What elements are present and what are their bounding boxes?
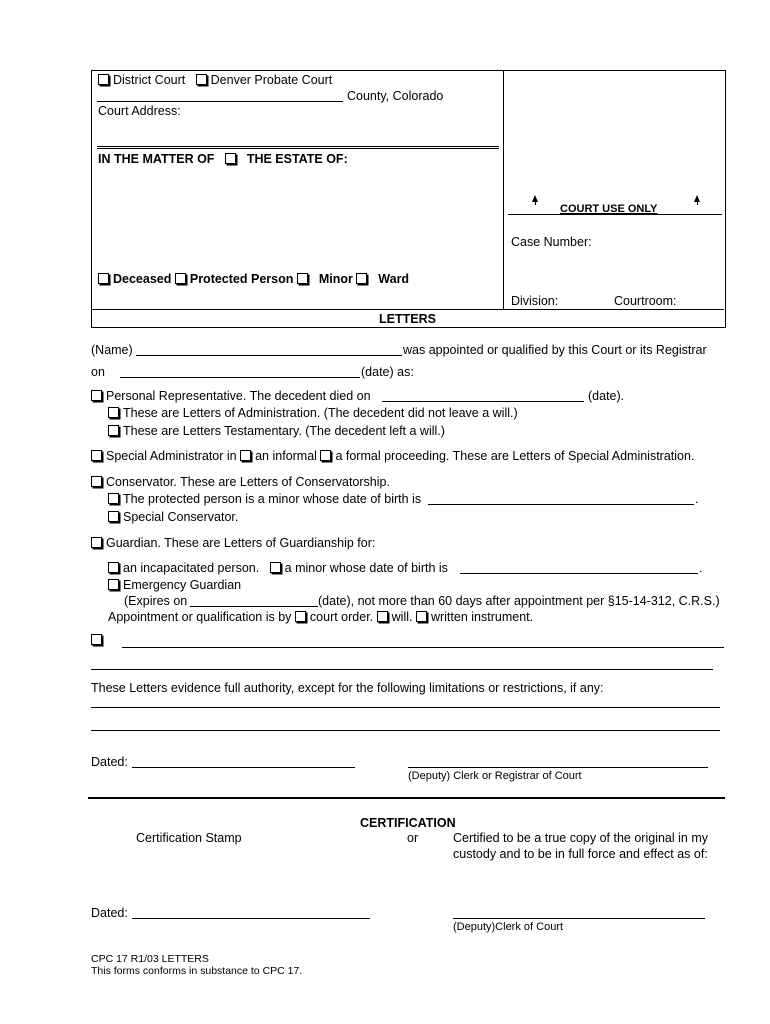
or-label: or [407,831,419,845]
protected-minor-text: The protected person is a minor whose date of birth is [123,492,422,506]
ward-label: Ward [378,272,410,286]
caption-title-rule [91,309,724,310]
protected-minor-checkbox[interactable] [108,493,119,504]
courtroom-label: Courtroom: [614,294,677,308]
pr-date-label: (date). [588,389,625,403]
minor-checkbox[interactable] [297,273,308,284]
written-instrument-text: written instrument. [430,610,534,624]
court-address-label: Court Address: [98,104,181,118]
certification-title: CERTIFICATION [360,816,456,830]
certification-stamp-label: Certification Stamp [136,831,242,845]
conservator-text: Conservator. These are Letters of Conservatorship. [106,475,390,489]
court-type-row [98,73,332,88]
limitations-blank-1[interactable] [91,707,720,708]
appointment-date-blank[interactable] [120,377,360,378]
other-row [91,633,106,648]
court-order-checkbox[interactable] [295,611,306,622]
dated-blank-1[interactable] [132,767,355,768]
in-the-matter-label: IN THE MATTER OF [98,152,215,166]
appointment-by-row [108,610,533,625]
certified-line-2: custody and to be in full force and effect as of: [453,847,708,861]
letters-admin-row [108,406,518,421]
guardian-checkbox[interactable] [91,537,102,548]
full-authority-text: These Letters evidence full authority, except for the following limitations or restrictions, if any: [91,681,604,695]
incapacitated-row [108,561,448,576]
appointment-by-text: Appointment or qualification is by [108,610,292,624]
denver-probate-checkbox[interactable] [196,74,207,85]
minor-dob-text: a minor whose date of birth is [284,561,448,575]
form-code: CPC 17 R1/03 LETTERS [91,953,209,965]
emergency-guardian-checkbox[interactable] [108,579,119,590]
name-blank[interactable] [136,355,402,356]
guardian-row [91,536,375,551]
other-blank-1[interactable] [122,647,724,648]
caption-divider [503,70,504,309]
deceased-checkbox[interactable] [98,273,109,284]
special-admin-row [91,449,694,464]
incapacitated-text: an incapacitated person. [123,561,260,575]
date-as-label: (date) as: [361,365,414,379]
deceased-label: Deceased [113,272,172,286]
dated-blank-2[interactable] [132,918,370,919]
expires-date-blank[interactable] [190,606,318,607]
ward-checkbox[interactable] [356,273,367,284]
estate-checkbox[interactable] [225,153,236,164]
will-checkbox[interactable] [377,611,388,622]
informal-checkbox[interactable] [240,450,251,461]
pr-row [91,389,371,404]
section-separator [88,797,725,799]
formal-checkbox[interactable] [320,450,331,461]
formal-text: a formal proceeding. These are Letters of Special Administration. [335,449,695,463]
on-label: on [91,365,105,379]
emergency-guardian-text: Emergency Guardian [123,578,242,592]
expires-rest-text: (date), not more than 60 days after appointment per §15-14-312, C.R.S.) [318,594,720,608]
guardian-text: Guardian. These are Letters of Guardianship for: [106,536,376,550]
district-court-checkbox[interactable] [98,74,109,85]
protected-person-label: Protected Person [189,272,294,286]
estate-of-label: THE ESTATE OF: [246,152,348,166]
court-address-rule[interactable] [97,146,499,147]
name-label: (Name) [91,343,133,357]
period-1: . [695,492,699,506]
letters-test-row [108,424,445,439]
court-use-only-label: COURT USE ONLY [560,203,658,215]
protected-minor-row [108,492,421,507]
informal-text: an informal [255,449,317,463]
minor-dob-checkbox[interactable] [270,562,281,573]
clerk-registrar-label: (Deputy) Clerk or Registrar of Court [408,770,582,782]
conservator-row [91,475,390,490]
will-text: will. [391,610,413,624]
arrow-up-left-icon [532,195,538,202]
expires-on-label: (Expires on [124,594,188,608]
matter-row [98,152,348,167]
caption-box [91,70,726,328]
special-conservator-row [108,510,238,525]
deputy-clerk-signature-line[interactable] [453,918,705,919]
written-instrument-checkbox[interactable] [416,611,427,622]
special-admin-checkbox[interactable] [91,450,102,461]
court-order-text: court order. [309,610,374,624]
special-conservator-checkbox[interactable] [108,511,119,522]
court-use-only-rule [508,214,722,215]
period-2: . [699,561,703,575]
other-blank-2[interactable] [91,669,713,670]
clerk-signature-line[interactable] [408,767,708,768]
pr-checkbox[interactable] [91,390,102,401]
appointed-text: was appointed or qualified by this Court or its Registrar [403,343,707,357]
conforms-text: This forms conforms in substance to CPC 17. [91,965,303,977]
district-court-label: District Court [113,73,186,87]
status-row [98,272,409,287]
incapacitated-checkbox[interactable] [108,562,119,573]
emergency-guardian-row [108,578,241,593]
letters-test-text: These are Letters Testamentary. (The decedent left a will.) [123,424,445,438]
county-blank[interactable] [97,101,343,102]
limitations-blank-2[interactable] [91,730,720,731]
arrow-up-right-icon [694,195,700,202]
special-conservator-text: Special Conservator. [123,510,239,524]
protected-person-checkbox[interactable] [175,273,186,284]
other-checkbox[interactable] [91,634,102,645]
letters-admin-checkbox[interactable] [108,407,119,418]
dated-label-1: Dated: [91,755,128,769]
court-address-rule-2 [97,148,499,149]
minor-dob-blank[interactable] [460,573,698,574]
letters-test-checkbox[interactable] [108,425,119,436]
death-date-blank[interactable] [382,401,584,402]
conservator-checkbox[interactable] [91,476,102,487]
letters-admin-text: These are Letters of Administration. (The decedent did not leave a will.) [123,406,518,420]
dated-label-2: Dated: [91,906,128,920]
minor-label: Minor [318,272,353,286]
protected-minor-dob-blank[interactable] [428,504,694,505]
deputy-clerk-label: (Deputy)Clerk of Court [453,921,564,933]
form-title: LETTERS [379,312,436,326]
division-label: Division: [511,294,559,308]
denver-probate-label: Denver Probate Court [210,73,333,87]
county-label: County, Colorado [347,89,444,103]
pr-text: Personal Representative. The decedent died on [106,389,371,403]
certified-line-1: Certified to be a true copy of the original in my [453,831,708,845]
case-number-label: Case Number: [511,235,592,249]
special-admin-text: Special Administrator in [106,449,237,463]
